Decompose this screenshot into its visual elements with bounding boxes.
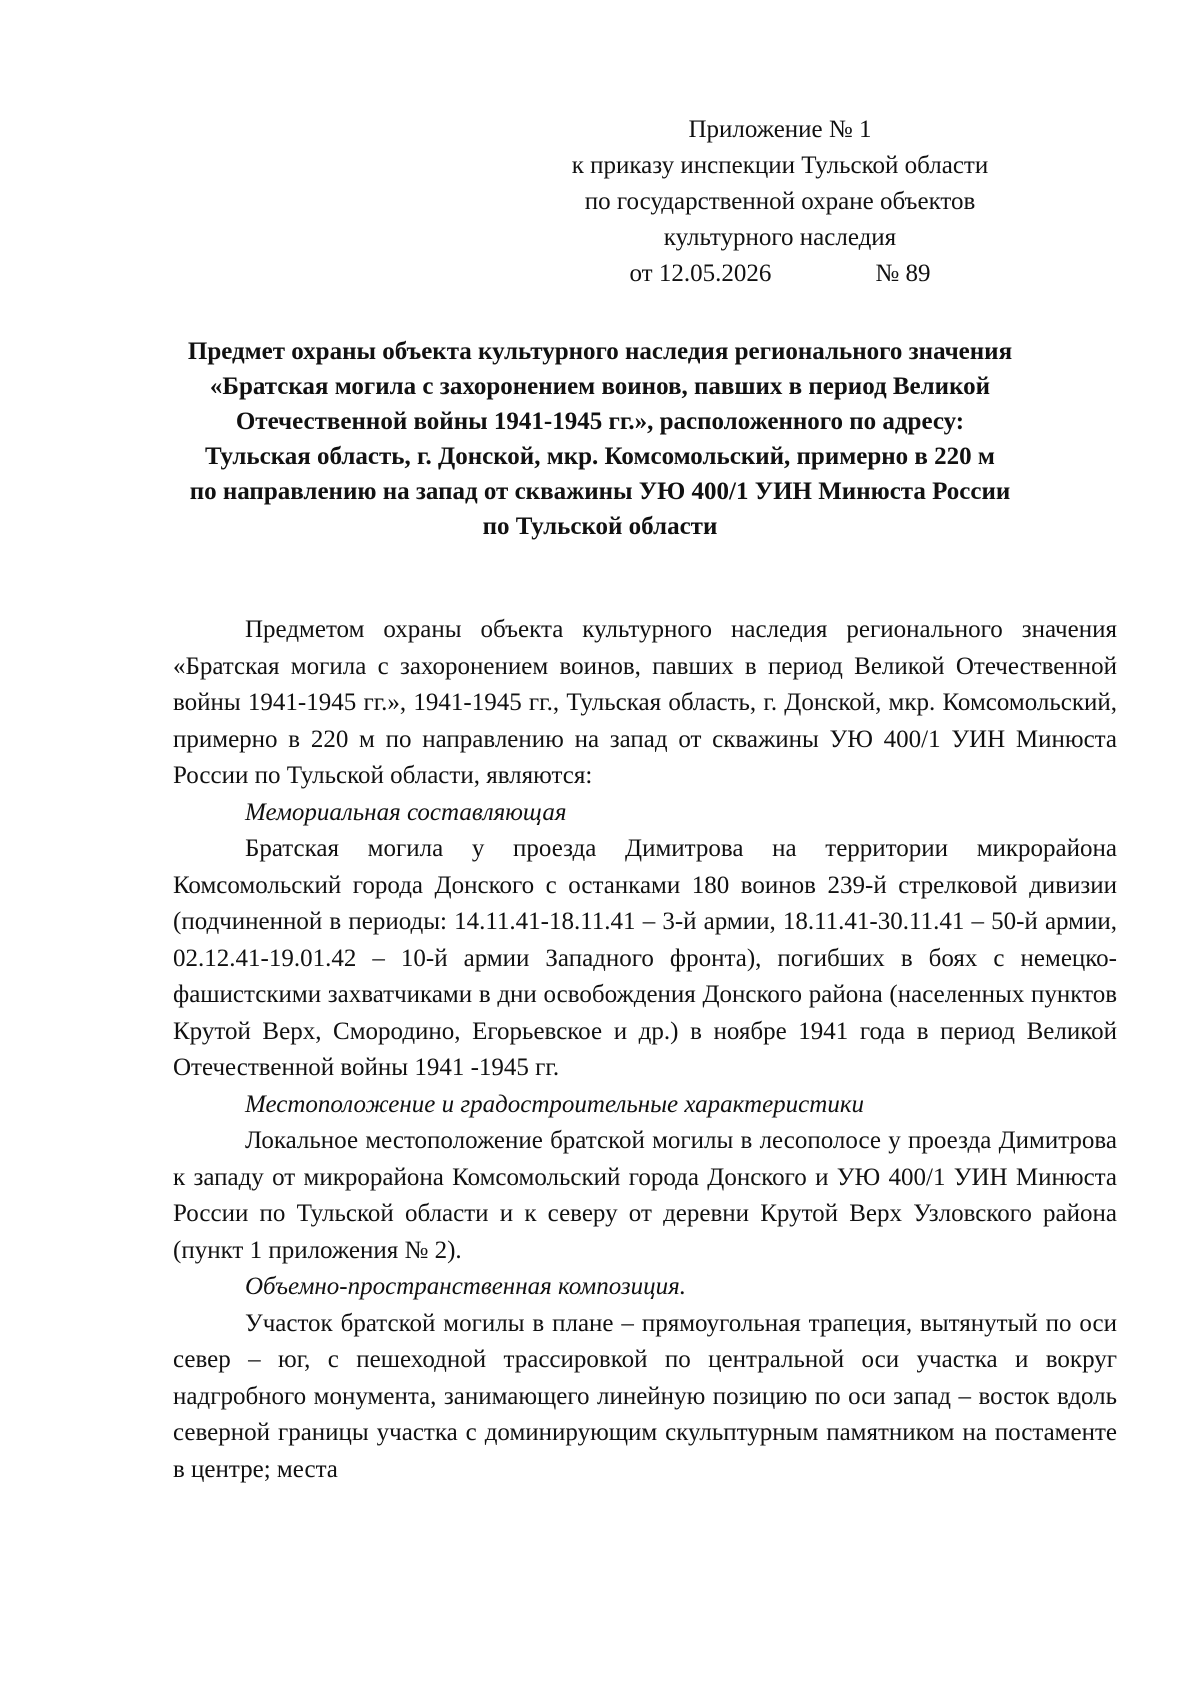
annex-inspection: по государственной охране объектов xyxy=(584,188,976,215)
title-line-1: Предмет охраны объекта культурного наследия регионального значения xyxy=(187,338,1013,365)
annex-header xyxy=(560,112,1000,292)
title-line-5: по направлению на запад от скважины УЮ 400/1 УИН Минюста России xyxy=(189,478,1011,505)
title-line-4: Тульская область, г. Донской, мкр. Комсомольский, примерно в 220 м xyxy=(205,443,995,470)
memorial-paragraph: Братская могила у проезда Димитрова на территории микрорайона Комсомольский города Донского с останками 180 воинов 239-й стрелковой дивизии (подчиненной в периоды: 14.11.41-18.11.41 – 3-й армии, 18.11.41-30.11.41 – 50-й армии, 02.12.41-19.01.42 – 10-й армии Западного фронта), погибших в боях с немецко-фашистскими захватчиками в дни освобождения Донского района (населенных пунктов Крутой Верх, Смородино, Егорьевское и др.) в ноябре 1941 года в период Великой Отечественной войны 1941 -1945 гг. xyxy=(173,835,1117,1081)
location-paragraph: Локальное местоположение братской могилы в лесополосе у проезда Димитрова к западу от микрорайона Комсомольский города Донского и УЮ 400/1 УИН Минюста России по Тульской области и к северу от деревни Крутой Верх Узловского района (пункт 1 приложения № 2). xyxy=(173,1127,1117,1264)
title-line-6: по Тульской области xyxy=(482,513,718,540)
annex-date-line xyxy=(560,256,1000,292)
section-heading-memorial: Мемориальная составляющая xyxy=(245,798,567,826)
section-heading-location: Местоположение и градостроительные характеристики xyxy=(245,1090,865,1118)
annex-date: от 12.05.2026 xyxy=(629,260,772,287)
document-title xyxy=(160,334,1040,544)
intro-paragraph: Предметом охраны объекта культурного наследия регионального значения «Братская могила с захоронением воинов, павших в период Великой Отечественной войны 1941-1945 гг.», 1941-1945 гг., Тульская область, г. Донской, мкр. Комсомольский, примерно в 220 м по направлению на запад от скважины УЮ 400/1 УИН Минюста России по Тульской области, являются: xyxy=(173,616,1117,789)
annex-order-ref: к приказу инспекции Тульской области xyxy=(571,152,989,179)
composition-paragraph: Участок братской могилы в плане – прямоугольная трапеция, вытянутый по оси север – юг, с пешеходной трассировкой по центральной оси участка и вокруг надгробного монумента, занимающего линейную позицию по оси запад – восток вдоль северной границы участка с доминирующим скульптурным памятником на постаменте в центре; места xyxy=(173,1309,1117,1483)
annex-order-number: № 89 xyxy=(875,260,931,287)
document-body xyxy=(173,612,1117,1488)
annex-heritage: культурного наследия xyxy=(663,224,897,251)
title-line-2: «Братская могила с захоронением воинов, павших в период Великой xyxy=(209,373,991,400)
annex-number: Приложение № 1 xyxy=(688,116,872,143)
title-line-3: Отечественной войны 1941-1945 гг.», расположенного по адресу: xyxy=(235,408,965,435)
section-heading-composition: Объемно-пространственная композиция. xyxy=(245,1273,687,1300)
